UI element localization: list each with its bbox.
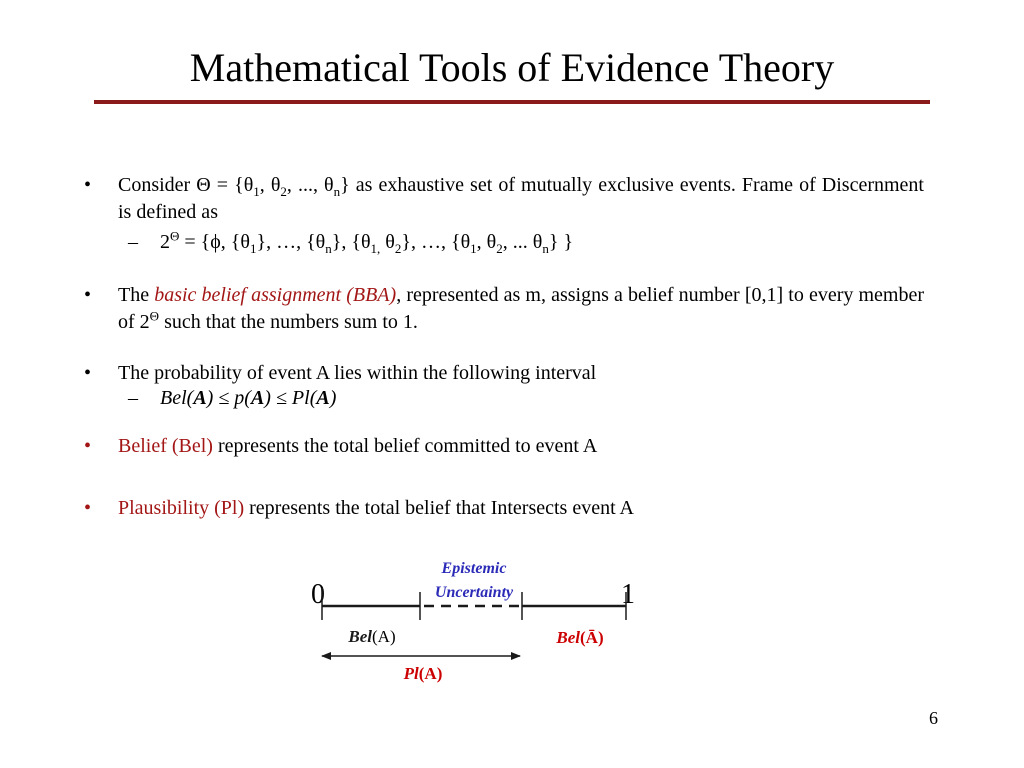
uncertainty-label: Uncertainty bbox=[434, 584, 514, 601]
plausibility-term: Plausibility (Pl) bbox=[118, 497, 245, 519]
bullet-text: Plausibility (Pl) represents the total belief that Intersects event A bbox=[118, 497, 634, 519]
bba-term: basic belief assignment (BBA) bbox=[154, 284, 397, 306]
bullet-marker: • bbox=[84, 174, 92, 196]
bullet-marker: • bbox=[84, 435, 92, 457]
zero-label: 0 bbox=[311, 579, 325, 610]
epistemic-label: Epistemic bbox=[441, 560, 507, 577]
bullet-text: The probability of event A lies within the following interval bbox=[118, 362, 597, 384]
pl-a-label: Pl(A) bbox=[403, 664, 443, 683]
belief-term: Belief (Bel) bbox=[118, 435, 213, 457]
dash-marker: – bbox=[128, 231, 138, 253]
bullet-marker: • bbox=[84, 362, 92, 384]
interval-formula: Bel(A) ≤ p(A) ≤ Pl(A) bbox=[160, 387, 337, 409]
bullet-text: Consider $\Theta = \{\theta_1$, $\theta_2$, ..., $\theta_n$} as exhaustive set of mutually exclusive events. Frame of Discernment is defined as bbox=[118, 174, 924, 223]
bel-abar-label: Bel(Ā) bbox=[556, 628, 604, 647]
bullet-marker: • bbox=[84, 284, 92, 306]
dash-marker: – bbox=[128, 387, 138, 409]
bullet-text: Belief (Bel) represents the total belief committed to event A bbox=[118, 435, 598, 457]
slide-title: Mathematical Tools of Evidence Theory bbox=[189, 45, 835, 90]
page-number: 6 bbox=[929, 708, 938, 728]
sub-item-text: $2^\Theta = \{\phi$, $\{\theta_1\}$, …, $\{\theta_n\}$, {$\theta_{1,}$ $\theta_2$}, …, {$\theta_1$, $\theta_2$, ... $\theta_n$} } bbox=[160, 228, 574, 256]
bullet-marker: • bbox=[84, 497, 92, 519]
one-label: 1 bbox=[621, 579, 635, 610]
bullet-text: The basic belief assignment (BBA), represented as m, assigns a belief number [0,1] to every member of $2^\Theta$ such that the numbers sum to 1. bbox=[118, 284, 925, 333]
bel-a-label: Bel(A) bbox=[348, 627, 396, 646]
